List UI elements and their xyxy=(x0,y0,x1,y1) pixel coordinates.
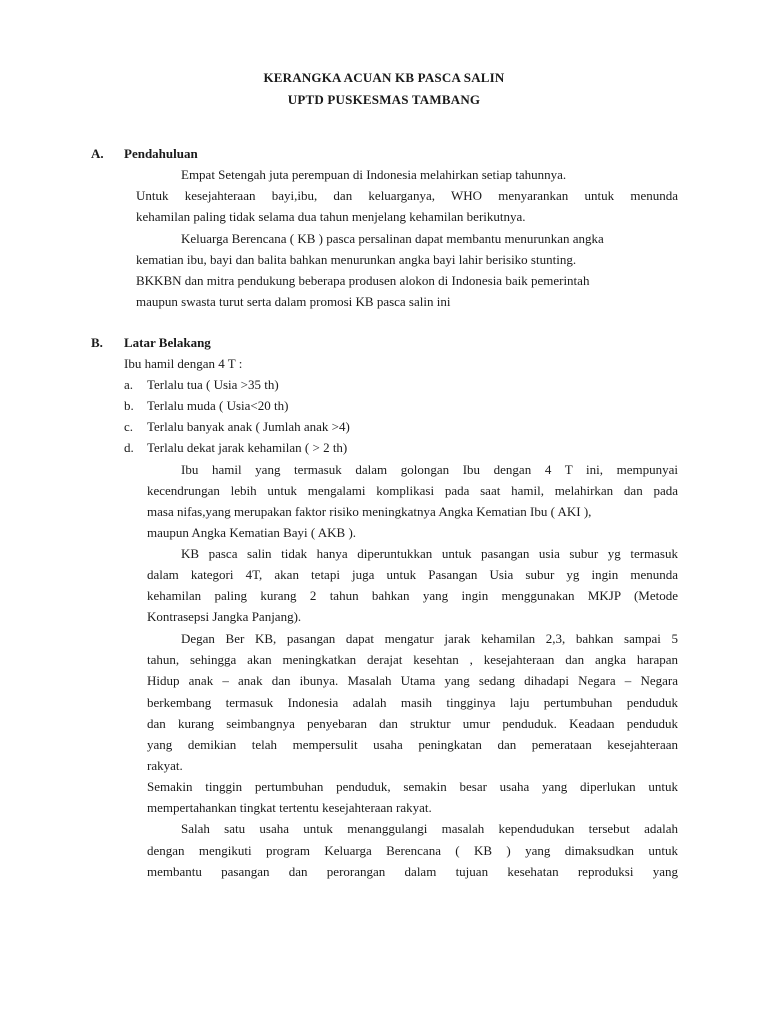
paragraph-line: dengan mengikuti program Keluarga Berencana ( KB ) yang dimaksudkan untuk xyxy=(147,843,678,858)
section-a-line: maupun swasta turut serta dalam promosi KB pasca salin ini xyxy=(136,294,451,309)
document-title: KERANGKA ACUAN KB PASCA SALIN xyxy=(263,70,505,85)
paragraph-line: tahun, sehingga akan meningkatkan derajat kesehtan , kesejahteraan dan angka harapan xyxy=(147,652,678,667)
section-a-line: Untuk kesejahteraan bayi,ibu, dan keluarganya, WHO menyarankan untuk menunda xyxy=(136,188,678,203)
section-a-line: Empat Setengah juta perempuan di Indonesia melahirkan setiap tahunnya. xyxy=(181,167,567,182)
list-item: Terlalu banyak anak ( Jumlah anak >4) xyxy=(147,419,350,434)
list-item: Terlalu dekat jarak kehamilan ( > 2 th) xyxy=(147,440,348,455)
section-a-marker: A. xyxy=(91,146,104,161)
paragraph-line: Kontrasepsi Jangka Panjang). xyxy=(147,609,302,624)
paragraph-line: KB pasca salin tidak hanya diperuntukkan untuk pasangan usia subur yg termasuk xyxy=(181,546,678,561)
section-a-line: Keluarga Berencana ( KB ) pasca persalinan dapat membantu menurunkan angka xyxy=(181,231,604,246)
paragraph-line: maupun Angka Kematian Bayi ( AKB ). xyxy=(147,525,357,540)
document-subtitle: UPTD PUSKESMAS TAMBANG xyxy=(287,92,481,107)
section-b-heading: Latar Belakang xyxy=(124,335,211,350)
section-b-intro: Ibu hamil dengan 4 T : xyxy=(124,356,243,371)
paragraph-line: yang demikian telah mempersulit usaha peningkatan dan pemerataan kesejahteraan xyxy=(147,737,678,752)
paragraph-line: Hidup anak – anak dan ibunya. Masalah Utama yang sedang dihadapi Negara – Negara xyxy=(147,673,678,688)
paragraph-line: kehamilan paling kurang 2 tahun bahkan yang ingin menggunakan MKJP (Metode xyxy=(147,588,678,603)
section-a-heading: Pendahuluan xyxy=(124,146,198,161)
section-a-line: kehamilan paling tidak selama dua tahun menjelang kehamilan berikutnya. xyxy=(136,209,526,224)
paragraph-line: mempertahankan tingkat tertentu kesejahteraan rakyat. xyxy=(147,800,432,815)
section-b-marker: B. xyxy=(91,335,103,350)
list-item-marker: d. xyxy=(124,440,134,455)
paragraph-line: rakyat. xyxy=(147,758,183,773)
section-a-line: BKKBN dan mitra pendukung beberapa produsen alokon di Indonesia baik pemerintah xyxy=(136,273,590,288)
paragraph-line: Degan Ber KB, pasangan dapat mengatur jarak kehamilan 2,3, bahkan sampai 5 xyxy=(181,631,678,646)
list-item: Terlalu tua ( Usia >35 th) xyxy=(147,377,279,392)
paragraph-line: berkembang termasuk Indonesia adalah masih tingginya laju pertumbuhan penduduk xyxy=(147,695,678,710)
paragraph-line: masa nifas,yang merupakan faktor risiko meningkatnya Angka Kematian Ibu ( AKI ), xyxy=(147,504,592,519)
list-item-marker: c. xyxy=(124,419,134,434)
section-a-line: kematian ibu, bayi dan balita bahkan menurunkan angka bayi lahir berisiko stunting. xyxy=(136,252,577,267)
paragraph-line: kecendrungan lebih untuk mengalami komplikasi pada saat hamil, melahirkan dan pada xyxy=(147,483,678,498)
paragraph-line: Salah satu usaha untuk menanggulangi masalah kependudukan tersebut adalah xyxy=(181,821,678,836)
list-item: Terlalu muda ( Usia<20 th) xyxy=(147,398,289,413)
list-item-marker: b. xyxy=(124,398,134,413)
paragraph-line: dalam kategori 4T, akan tetapi juga untuk Pasangan Usia subur yg ingin menunda xyxy=(147,567,678,582)
paragraph-line: Semakin tinggin pertumbuhan penduduk, semakin besar usaha yang diperlukan untuk xyxy=(147,779,678,794)
paragraph-line: dan kurang seimbangnya penyebaran dan struktur umur penduduk. Keadaan penduduk xyxy=(147,716,678,731)
list-item-marker: a. xyxy=(124,377,134,392)
paragraph-line: Ibu hamil yang termasuk dalam golongan Ibu dengan 4 T ini, mempunyai xyxy=(181,462,678,477)
paragraph-line: membantu pasangan dan perorangan dalam tujuan kesehatan reproduksi yang xyxy=(147,864,678,879)
